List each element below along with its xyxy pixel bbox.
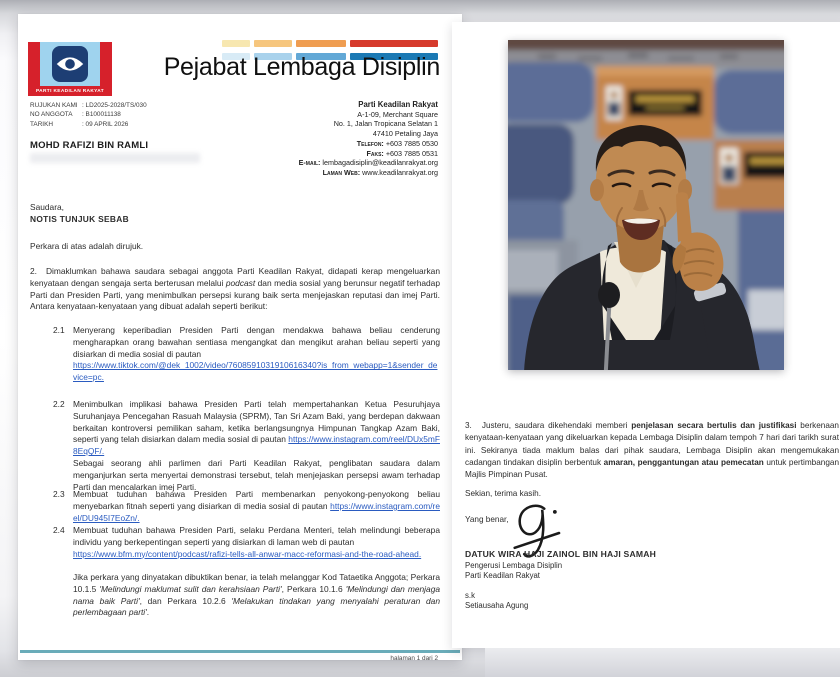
paragraph-text: dan media sosial yang berunsur negatif terhadap Parti dan Presiden Parti, yang menimbulkan persepsi kurang baik serta menjejaskan reputasi dan imej Parti. Antara kenyataan-kenyataan yang dibuat adalah seperti berikut:: [30, 277, 440, 312]
closing-text: .: [146, 607, 150, 618]
closing-text: , Perkara 10.1.6: [281, 583, 346, 594]
org-address-line: 47410 Petaling Jaya: [372, 129, 438, 139]
addressee-name: MOHD RAFIZI BIN RAMLI: [30, 140, 149, 151]
org-email-line: [299, 158, 438, 168]
pkr-eye-icon: [52, 46, 88, 82]
instagram-link[interactable]: https://www.instagram.com/reel/DU945I7EoZn/.: [73, 500, 440, 523]
phone-value: +603 7885 0530: [385, 138, 438, 148]
item-number: 2.3: [53, 489, 65, 499]
web-value: www.keadilanrakyat.org: [362, 167, 438, 177]
ref-label: RUJUKAN KAMI: [30, 102, 78, 109]
org-fax-line: [299, 149, 438, 159]
item-text: Sebagai seorang ahli parlimen dari Parti Keadilan Rakyat, penglibatan saudara dalam menganjurkan serta menyertai demonstrasi tersebut, telah menjejaskan persepsi awam terhadap Parti dan mencalarkan imej Parti.: [73, 457, 440, 492]
web-label: Laman Web:: [322, 167, 361, 177]
fax-value: +603 7885 0531: [385, 148, 438, 158]
item-text: Membuat tuduhan bahawa Presiden Parti membenarkan penyokong-penyokong beliau menyebarkan fitnah seperti yang disiarkan di media sosial di pautan: [73, 489, 440, 511]
item-number: 2.2: [53, 399, 65, 409]
underlying-sheet-edge: [485, 648, 840, 677]
bold-phrase: amaran, penggantungan atau pemecatan: [603, 457, 764, 467]
org-address-line: No. 1, Jalan Tropicana Selatan 1: [333, 119, 438, 129]
phone-label: Telefon:: [356, 138, 384, 148]
paragraph-number: 3.: [465, 421, 472, 430]
ref-row: [30, 110, 147, 119]
paragraph-number: 2.: [30, 266, 37, 276]
org-phone-line: [299, 139, 438, 149]
paragraph-text: Justeru, saudara dikehendaki memberi: [481, 421, 632, 430]
eye-icon: [55, 53, 85, 75]
org-address-line: A-1-09, Merchant Square: [357, 109, 438, 119]
list-item-2-2: [30, 399, 440, 493]
item-number: 2.1: [53, 325, 65, 335]
subject-line: NOTIS TUNJUK SEBAB: [30, 214, 129, 224]
signer-org: Parti Keadilan Rakyat: [465, 571, 540, 580]
letterhead-bar-warm: [222, 40, 440, 47]
photo-illustration: [508, 40, 784, 370]
closing-text: Jika perkara yang dinyatakan dibuktikan benar, ia telah melanggar Kod Tataetika Anggota; Perkara 10.1.5: [73, 572, 440, 594]
rafizi-parliament-photo: [508, 40, 784, 370]
intro-line: Perkara di atas adalah dirujuk.: [30, 241, 144, 251]
flag-blue-field: [40, 42, 100, 86]
closing-text: , dan Perkara 10.2.6: [139, 595, 232, 606]
pkr-flag: [28, 42, 112, 86]
paragraph-text: Dimaklumkan bahawa saudara sebagai anggota Parti Keadilan Rakyat, didapati kerap mengeluarkan kenyataan dengan sengaja serta berterusan melalui: [30, 266, 440, 288]
ref-row: [30, 101, 147, 110]
tiktok-link[interactable]: https://www.tiktok.com/@dek_1002/video/7608591031910616340?is_from_webapp=1&sender_device=pc.: [73, 360, 438, 383]
ref-label: NO ANGGOTA: [30, 111, 73, 119]
flag-red-stripe-left: [28, 42, 40, 86]
bold-phrase: penjelasan secara bertulis dan justifikasi: [631, 421, 797, 430]
org-name: Parti Keadilan Rakyat: [358, 100, 438, 109]
closing-thanks: Sekian, terima kasih.: [465, 489, 541, 498]
ethics-clause: 'Melindungi dan menjaga nama baik Parti': [73, 583, 441, 606]
org-address-block: [299, 100, 438, 178]
ref-label: TARIKH: [30, 120, 53, 128]
item-text: Menimbulkan implikasi bahawa Presiden Parti telah mempertahankan Ketua Pesuruhjaya Suruhanjaya Pencegahan Rasuah Malaysia (SPRM), Tan Sri Azam Baki, yang berdepan dakwaan berkaitan kontroversi pemilikan saham, ketika berlangsungnya Himpunan Tangkap Azam Baki, seperti yang telah disiarkan dalam media sosial di pautan: [73, 399, 440, 445]
bar-segment: [350, 40, 438, 47]
cc-label: s.k: [465, 591, 475, 600]
list-item-2-4: [30, 525, 440, 560]
list-item-2-3: [30, 489, 440, 524]
ref-value: : 09 APRIL 2026: [82, 120, 129, 128]
ethics-clause: 'Melakukan tindakan yang menyalahi peraturan dan perlembagaan parti': [73, 595, 440, 618]
paragraph-2: [30, 266, 440, 313]
email-label: E-mail:: [298, 158, 321, 168]
ref-value: : LD2025-2028/TS/030: [82, 102, 147, 109]
fax-label: Faks:: [366, 148, 384, 158]
page-number: halaman 1 dari 2: [390, 655, 438, 662]
letterhead-title: Pejabat Lembaga Disiplin: [163, 53, 440, 81]
ref-row: [30, 120, 147, 129]
flag-red-stripe-right: [100, 42, 112, 86]
bar-segment: [222, 40, 250, 47]
logo-party-name: PARTI KEADILAN RAKYAT: [28, 86, 112, 96]
bfm-link[interactable]: https://www.bfm.my/content/podcast/rafizi-tells-all-anwar-macc-reformasi-and-the-road-ahead.: [73, 548, 422, 559]
sign-off: Yang benar,: [465, 515, 509, 524]
redacted-address: [30, 153, 200, 163]
code-of-ethics-paragraph: [73, 572, 440, 619]
italic-word: podcast: [225, 277, 256, 288]
item-text: Membuat tuduhan bahawa Presiden Parti, selaku Perdana Menteri, telah melindungi beberapa individu yang berkepentingan seperti yang disiarkan di laman web di pautan: [73, 525, 440, 547]
instagram-link[interactable]: https://www.instagram.com/reel/DUx5mF8EqQF/.: [73, 434, 440, 457]
salutation: Saudara,: [30, 202, 64, 212]
ref-value: : B100011138: [82, 111, 121, 119]
signer-title: Pengerusi Lembaga Disiplin: [465, 561, 563, 570]
cc-name: Setiausaha Agung: [465, 601, 529, 610]
org-web-line: [299, 168, 438, 178]
paragraph-text: untuk pertimbangan Majlis Pimpinan Pusat.: [465, 457, 839, 480]
reference-block: [30, 101, 147, 129]
paragraph-3: [465, 420, 839, 481]
paragraph-text: berkenaan kenyataan-kenyataan yang dikeluarkan kepada Lembaga Disiplin dalam tempoh 7 hari dari tarikh surat ini. Sekiranya tiada maklum balas dari pihak saudara, Lembaga Disiplin akan mengemukakan cadangan tindakan disiplin berbentuk: [465, 421, 839, 467]
item-text: Menyerang keperibadian Presiden Parti dengan mendakwa bahawa beliau cenderung mengharapkan orang bawahan sentiasa mengangkat dan mengikut arahan beliau seperti yang disiarkan di media sosial di pautan: [73, 325, 440, 359]
ethics-clause: 'Melindungi maklumat sulit dan kerahsiaan Parti': [99, 583, 282, 594]
item-number: 2.4: [53, 525, 65, 535]
list-item-2-1: [30, 325, 440, 384]
bar-segment: [296, 40, 346, 47]
signer-name: DATUK WIRA HAJI ZAINOL BIN HAJI SAMAH: [465, 549, 657, 559]
pkr-logo: [28, 42, 112, 96]
letter-page-1: [18, 14, 462, 660]
footer-divider-line: [20, 650, 460, 653]
bar-segment: [254, 40, 292, 47]
email-value: lembagadisiplin@keadilanrakyat.org: [322, 158, 438, 168]
